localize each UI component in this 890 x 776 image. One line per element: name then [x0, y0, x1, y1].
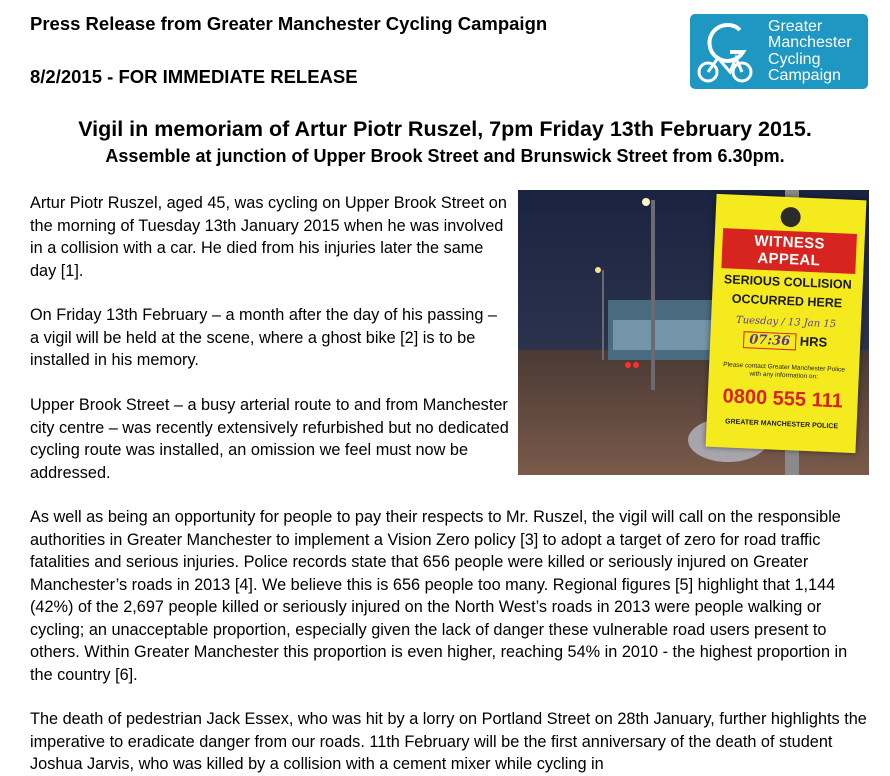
paragraph: Artur Piotr Ruszel, aged 45, was cycling on Upper Brook Street on the morning of Tuesday 13th January 2015 when he was involved in a collision with a car. He died from his injuries later the same day [1]. — [30, 194, 507, 280]
sign-contact: Please contact Greater Manchester Police with any information on: — [723, 361, 846, 381]
sign-date: Tuesday / 13 Jan 15 — [735, 314, 837, 331]
paragraph: The death of pedestrian Jack Essex, who was hit by a lorry on Portland Street on 28th January, further highlights the imperative to eradicate danger from our roads. 11th February will be the first anniversary of the death of student Joshua Jarvis, who was killed by a collision with a cement mixer while cycling in — [30, 710, 867, 773]
sign-time: 07:36 — [743, 331, 797, 350]
paragraph: Upper Brook Street – a busy arterial route to and from Manchester city centre – was recently extensively refurbished but no dedicated cycling route was installed, an omission we feel must now be addressed. — [30, 396, 509, 482]
campaign-logo — [690, 14, 868, 89]
header-line-2: 8/2/2015 - FOR IMMEDIATE RELEASE — [30, 66, 358, 87]
logo-line: Campaign — [768, 66, 841, 84]
sign-footer: GREATER MANCHESTER POLICE — [724, 418, 839, 431]
sign-line: OCCURRED HERE — [731, 291, 843, 311]
paragraph: On Friday 13th February – a month after the day of his passing – a vigil will be held at the scene, where a ghost bike [2] is to be installed in his memory. — [30, 306, 497, 369]
release-title: Vigil in memoriam of Artur Piotr Ruszel, 7pm Friday 13th February 2015. — [78, 117, 812, 141]
sign-line: SERIOUS COLLISION — [723, 272, 852, 292]
witness-appeal-sign — [706, 194, 867, 453]
sign-heading: WITNESS APPEAL — [721, 228, 857, 274]
header-line-1: Press Release from Greater Manchester Cycling Campaign — [30, 13, 548, 34]
logo-line: Greater — [768, 18, 823, 35]
bicycle-logo-icon — [696, 20, 766, 84]
paragraph: As well as being an opportunity for people to pay their respects to Mr. Ruszel, the vigil will call on the responsible authorities in Greater Manchester to implement a Vision Zero policy [3] to adopt a target of zero for road traffic fatalities and serious injuries. Police records state that 656 people were killed or seriously injured on Greater Manchester’s roads in 2013 [4]. We believe this is 656 people too many. Regional figures [5] highlight that 1,144 (42%) of the 2,697 people killed or seriously injured on the North West’s roads in 2013 were people walking or cycling; an unacceptable proportion, especially given the lack of danger these vulnerable road users present to others. Within Greater Manchester this proportion is even higher, reaching 54% in 2010 - the highest proportion in the country [6]. — [30, 508, 848, 684]
sign-phone: 0800 555 111 — [722, 385, 844, 413]
witness-appeal-photo — [518, 190, 869, 475]
logo-line: Cycling — [768, 50, 821, 68]
police-crest-icon — [780, 207, 801, 228]
release-subtitle: Assemble at junction of Upper Brook Street and Brunswick Street from 6.30pm. — [105, 146, 785, 166]
sign-time-unit: HRS — [799, 333, 828, 350]
logo-line: Manchester — [768, 34, 852, 52]
